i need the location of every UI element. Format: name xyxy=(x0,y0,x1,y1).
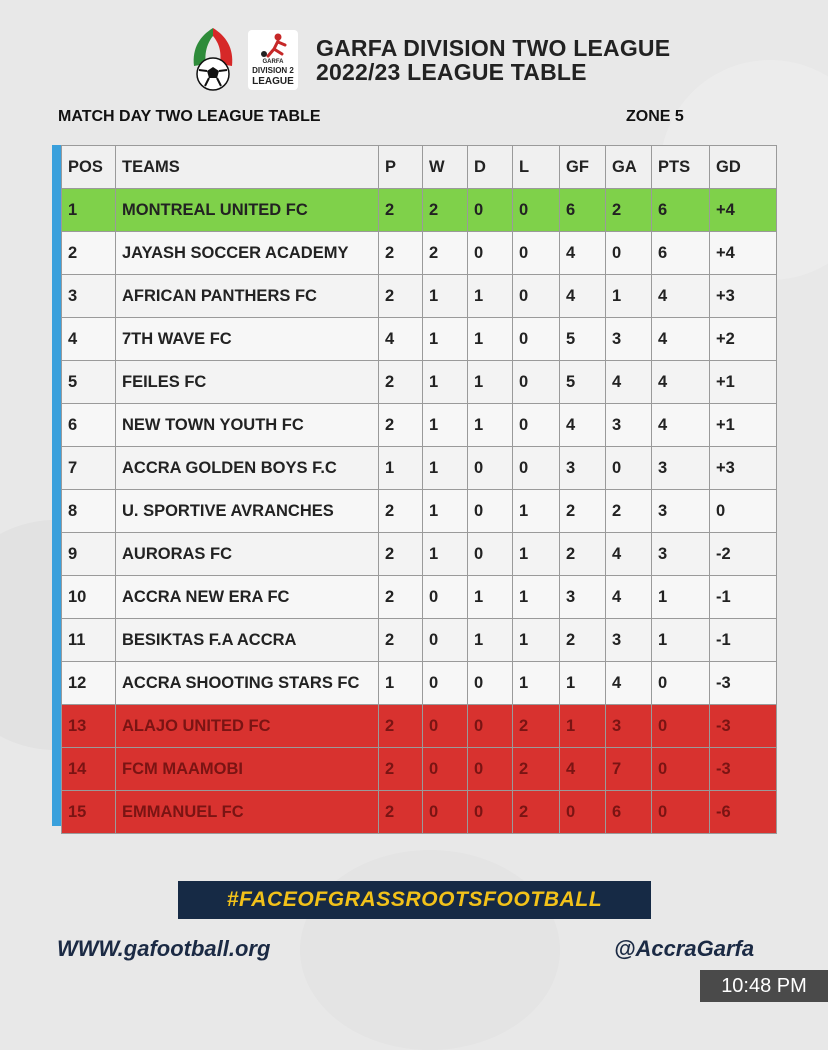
stat-cell: 2 xyxy=(513,705,560,748)
stat-cell: 7 xyxy=(606,748,652,791)
stat-cell: +3 xyxy=(710,447,777,490)
table-row xyxy=(62,447,777,490)
stat-cell: 1 xyxy=(652,576,710,619)
stat-cell: 1 xyxy=(606,275,652,318)
column-header: P xyxy=(379,146,423,189)
stat-cell: 0 xyxy=(652,705,710,748)
stat-cell: 0 xyxy=(513,232,560,275)
position-cell: 2 xyxy=(62,232,116,275)
stat-cell: 2 xyxy=(379,232,423,275)
position-cell: 8 xyxy=(62,490,116,533)
stat-cell: 4 xyxy=(652,361,710,404)
stat-cell: 0 xyxy=(652,791,710,834)
stat-cell: 0 xyxy=(513,189,560,232)
stat-cell: 2 xyxy=(423,189,468,232)
stat-cell: 3 xyxy=(652,533,710,576)
table-row xyxy=(62,490,777,533)
stat-cell: -3 xyxy=(710,662,777,705)
league-logo-text-top: GARFA xyxy=(262,59,284,65)
stat-cell: 0 xyxy=(468,791,513,834)
status-time: 10:48 PM xyxy=(700,970,828,1002)
website-link[interactable]: WWW.gafootball.org xyxy=(57,936,271,961)
stat-cell: 0 xyxy=(468,447,513,490)
team-name-cell: ALAJO UNITED FC xyxy=(116,705,379,748)
position-cell: 14 xyxy=(62,748,116,791)
stat-cell: 1 xyxy=(560,705,606,748)
accent-bar xyxy=(52,145,61,826)
stat-cell: 1 xyxy=(468,576,513,619)
table-row xyxy=(62,576,777,619)
column-header: POS xyxy=(62,146,116,189)
stat-cell: 3 xyxy=(652,490,710,533)
table-row xyxy=(62,619,777,662)
title-line-2: 2022/23 LEAGUE TABLE xyxy=(316,59,587,85)
stat-cell: 6 xyxy=(652,232,710,275)
position-cell: 11 xyxy=(62,619,116,662)
stat-cell: 0 xyxy=(513,404,560,447)
stat-cell: +1 xyxy=(710,361,777,404)
team-name-cell: FEILES FC xyxy=(116,361,379,404)
team-name-cell: 7TH WAVE FC xyxy=(116,318,379,361)
title-line-1: GARFA DIVISION TWO LEAGUE xyxy=(316,35,671,61)
stat-cell: 0 xyxy=(423,619,468,662)
stat-cell: 0 xyxy=(513,275,560,318)
team-name-cell: NEW TOWN YOUTH FC xyxy=(116,404,379,447)
stat-cell: 0 xyxy=(423,662,468,705)
stat-cell: 5 xyxy=(560,318,606,361)
stat-cell: 1 xyxy=(423,404,468,447)
stat-cell: 0 xyxy=(423,705,468,748)
stat-cell: 2 xyxy=(379,705,423,748)
stat-cell: 3 xyxy=(606,619,652,662)
column-header: GD xyxy=(710,146,777,189)
stat-cell: 0 xyxy=(468,490,513,533)
stat-cell: 1 xyxy=(513,490,560,533)
stat-cell: 0 xyxy=(710,490,777,533)
team-name-cell: BESIKTAS F.A ACCRA xyxy=(116,619,379,662)
stat-cell: 1 xyxy=(468,619,513,662)
stat-cell: 0 xyxy=(513,361,560,404)
stat-cell: 1 xyxy=(423,318,468,361)
stat-cell: 1 xyxy=(513,533,560,576)
stat-cell: 1 xyxy=(423,490,468,533)
stat-cell: 6 xyxy=(606,791,652,834)
stat-cell: 2 xyxy=(606,189,652,232)
header xyxy=(186,22,706,94)
stat-cell: 0 xyxy=(468,232,513,275)
stat-cell: 2 xyxy=(379,275,423,318)
position-cell: 6 xyxy=(62,404,116,447)
stat-cell: 0 xyxy=(513,447,560,490)
team-name-cell: FCM MAAMOBI xyxy=(116,748,379,791)
stat-cell: 4 xyxy=(652,318,710,361)
position-cell: 10 xyxy=(62,576,116,619)
stat-cell: +1 xyxy=(710,404,777,447)
table-body xyxy=(62,189,777,834)
stat-cell: 2 xyxy=(423,232,468,275)
table-row xyxy=(62,189,777,232)
stat-cell: 3 xyxy=(560,576,606,619)
table-row xyxy=(62,318,777,361)
table-row xyxy=(62,662,777,705)
table-row xyxy=(62,705,777,748)
background-ball-shape xyxy=(300,850,560,1050)
column-header: L xyxy=(513,146,560,189)
team-name-cell: ACCRA SHOOTING STARS FC xyxy=(116,662,379,705)
stat-cell: 0 xyxy=(468,748,513,791)
stat-cell: -1 xyxy=(710,576,777,619)
table-row xyxy=(62,533,777,576)
stat-cell: 2 xyxy=(379,576,423,619)
stat-cell: 0 xyxy=(652,748,710,791)
stat-cell: 4 xyxy=(652,404,710,447)
position-cell: 1 xyxy=(62,189,116,232)
stat-cell: 3 xyxy=(606,318,652,361)
stat-cell: 0 xyxy=(652,662,710,705)
stat-cell: 2 xyxy=(560,533,606,576)
stat-cell: 1 xyxy=(468,404,513,447)
stat-cell: 2 xyxy=(560,490,606,533)
stat-cell: 1 xyxy=(513,619,560,662)
stat-cell: 2 xyxy=(606,490,652,533)
hashtag-banner: #FACEOFGRASSROOTSFOOTBALL xyxy=(178,881,651,919)
stat-cell: 2 xyxy=(513,748,560,791)
position-cell: 15 xyxy=(62,791,116,834)
stat-cell: 1 xyxy=(379,447,423,490)
stat-cell: 4 xyxy=(560,748,606,791)
position-cell: 13 xyxy=(62,705,116,748)
table-row xyxy=(62,232,777,275)
position-cell: 9 xyxy=(62,533,116,576)
stat-cell: -2 xyxy=(710,533,777,576)
stat-cell: +3 xyxy=(710,275,777,318)
stat-cell: -1 xyxy=(710,619,777,662)
position-cell: 4 xyxy=(62,318,116,361)
stat-cell: 3 xyxy=(560,447,606,490)
stat-cell: 4 xyxy=(606,533,652,576)
stat-cell: 1 xyxy=(468,275,513,318)
position-cell: 3 xyxy=(62,275,116,318)
table-row xyxy=(62,791,777,834)
table-row xyxy=(62,404,777,447)
stat-cell: 2 xyxy=(379,189,423,232)
stat-cell: 3 xyxy=(652,447,710,490)
column-header: PTS xyxy=(652,146,710,189)
team-name-cell: JAYASH SOCCER ACADEMY xyxy=(116,232,379,275)
stat-cell: 2 xyxy=(379,748,423,791)
table-row xyxy=(62,748,777,791)
stat-cell: 4 xyxy=(560,275,606,318)
column-header: W xyxy=(423,146,468,189)
stat-cell: 2 xyxy=(379,533,423,576)
stat-cell: 1 xyxy=(468,361,513,404)
stat-cell: 4 xyxy=(560,232,606,275)
stat-cell: 2 xyxy=(379,619,423,662)
stat-cell: 2 xyxy=(560,619,606,662)
stat-cell: 0 xyxy=(468,662,513,705)
page-title xyxy=(316,36,670,84)
stat-cell: 0 xyxy=(468,189,513,232)
league-table xyxy=(61,145,777,834)
stat-cell: 6 xyxy=(560,189,606,232)
stat-cell: 0 xyxy=(513,318,560,361)
stat-cell: 1 xyxy=(513,662,560,705)
stat-cell: 3 xyxy=(606,705,652,748)
stat-cell: 1 xyxy=(423,275,468,318)
stat-cell: 1 xyxy=(423,533,468,576)
division-two-league-logo xyxy=(248,30,298,90)
stat-cell: +2 xyxy=(710,318,777,361)
team-name-cell: U. SPORTIVE AVRANCHES xyxy=(116,490,379,533)
team-name-cell: ACCRA NEW ERA FC xyxy=(116,576,379,619)
stat-cell: 2 xyxy=(379,791,423,834)
stat-cell: 0 xyxy=(423,748,468,791)
gfa-logo-icon xyxy=(186,26,240,92)
stat-cell: -3 xyxy=(710,748,777,791)
stat-cell: 1 xyxy=(513,576,560,619)
stat-cell: +4 xyxy=(710,189,777,232)
stat-cell: 1 xyxy=(652,619,710,662)
stat-cell: 0 xyxy=(423,576,468,619)
stat-cell: -3 xyxy=(710,705,777,748)
stat-cell: 0 xyxy=(606,232,652,275)
stat-cell: 6 xyxy=(652,189,710,232)
stat-cell: 1 xyxy=(468,318,513,361)
team-name-cell: EMMANUEL FC xyxy=(116,791,379,834)
stat-cell: 2 xyxy=(379,361,423,404)
stat-cell: 0 xyxy=(423,791,468,834)
league-logo-text-bottom: LEAGUE xyxy=(252,76,294,87)
stat-cell: 4 xyxy=(560,404,606,447)
stat-cell: -6 xyxy=(710,791,777,834)
position-cell: 12 xyxy=(62,662,116,705)
column-header: TEAMS xyxy=(116,146,379,189)
stat-cell: 5 xyxy=(560,361,606,404)
team-name-cell: AURORAS FC xyxy=(116,533,379,576)
team-name-cell: AFRICAN PANTHERS FC xyxy=(116,275,379,318)
player-icon xyxy=(248,32,298,58)
stat-cell: 1 xyxy=(423,447,468,490)
stat-cell: 4 xyxy=(652,275,710,318)
league-logo-text-mid: DIVISION 2 xyxy=(252,66,294,75)
column-header: D xyxy=(468,146,513,189)
column-header: GF xyxy=(560,146,606,189)
social-handle[interactable]: @AccraGarfa xyxy=(614,936,755,961)
stat-cell: 2 xyxy=(379,404,423,447)
stat-cell: 1 xyxy=(560,662,606,705)
match-day-label: MATCH DAY TWO LEAGUE TABLE xyxy=(58,108,321,125)
stat-cell: 0 xyxy=(560,791,606,834)
stat-cell: 0 xyxy=(468,705,513,748)
stat-cell: 1 xyxy=(379,662,423,705)
stat-cell: 2 xyxy=(379,490,423,533)
stat-cell: 4 xyxy=(379,318,423,361)
team-name-cell: ACCRA GOLDEN BOYS F.C xyxy=(116,447,379,490)
table-row xyxy=(62,361,777,404)
column-header: GA xyxy=(606,146,652,189)
team-name-cell: MONTREAL UNITED FC xyxy=(116,189,379,232)
stat-cell: 2 xyxy=(513,791,560,834)
position-cell: 5 xyxy=(62,361,116,404)
stat-cell: 4 xyxy=(606,662,652,705)
position-cell: 7 xyxy=(62,447,116,490)
stat-cell: +4 xyxy=(710,232,777,275)
zone-label: ZONE 5 xyxy=(626,108,684,125)
stat-cell: 0 xyxy=(606,447,652,490)
table-header-row xyxy=(62,146,777,189)
stat-cell: 4 xyxy=(606,361,652,404)
stat-cell: 3 xyxy=(606,404,652,447)
table-row xyxy=(62,275,777,318)
stat-cell: 1 xyxy=(423,361,468,404)
stat-cell: 4 xyxy=(606,576,652,619)
stat-cell: 0 xyxy=(468,533,513,576)
